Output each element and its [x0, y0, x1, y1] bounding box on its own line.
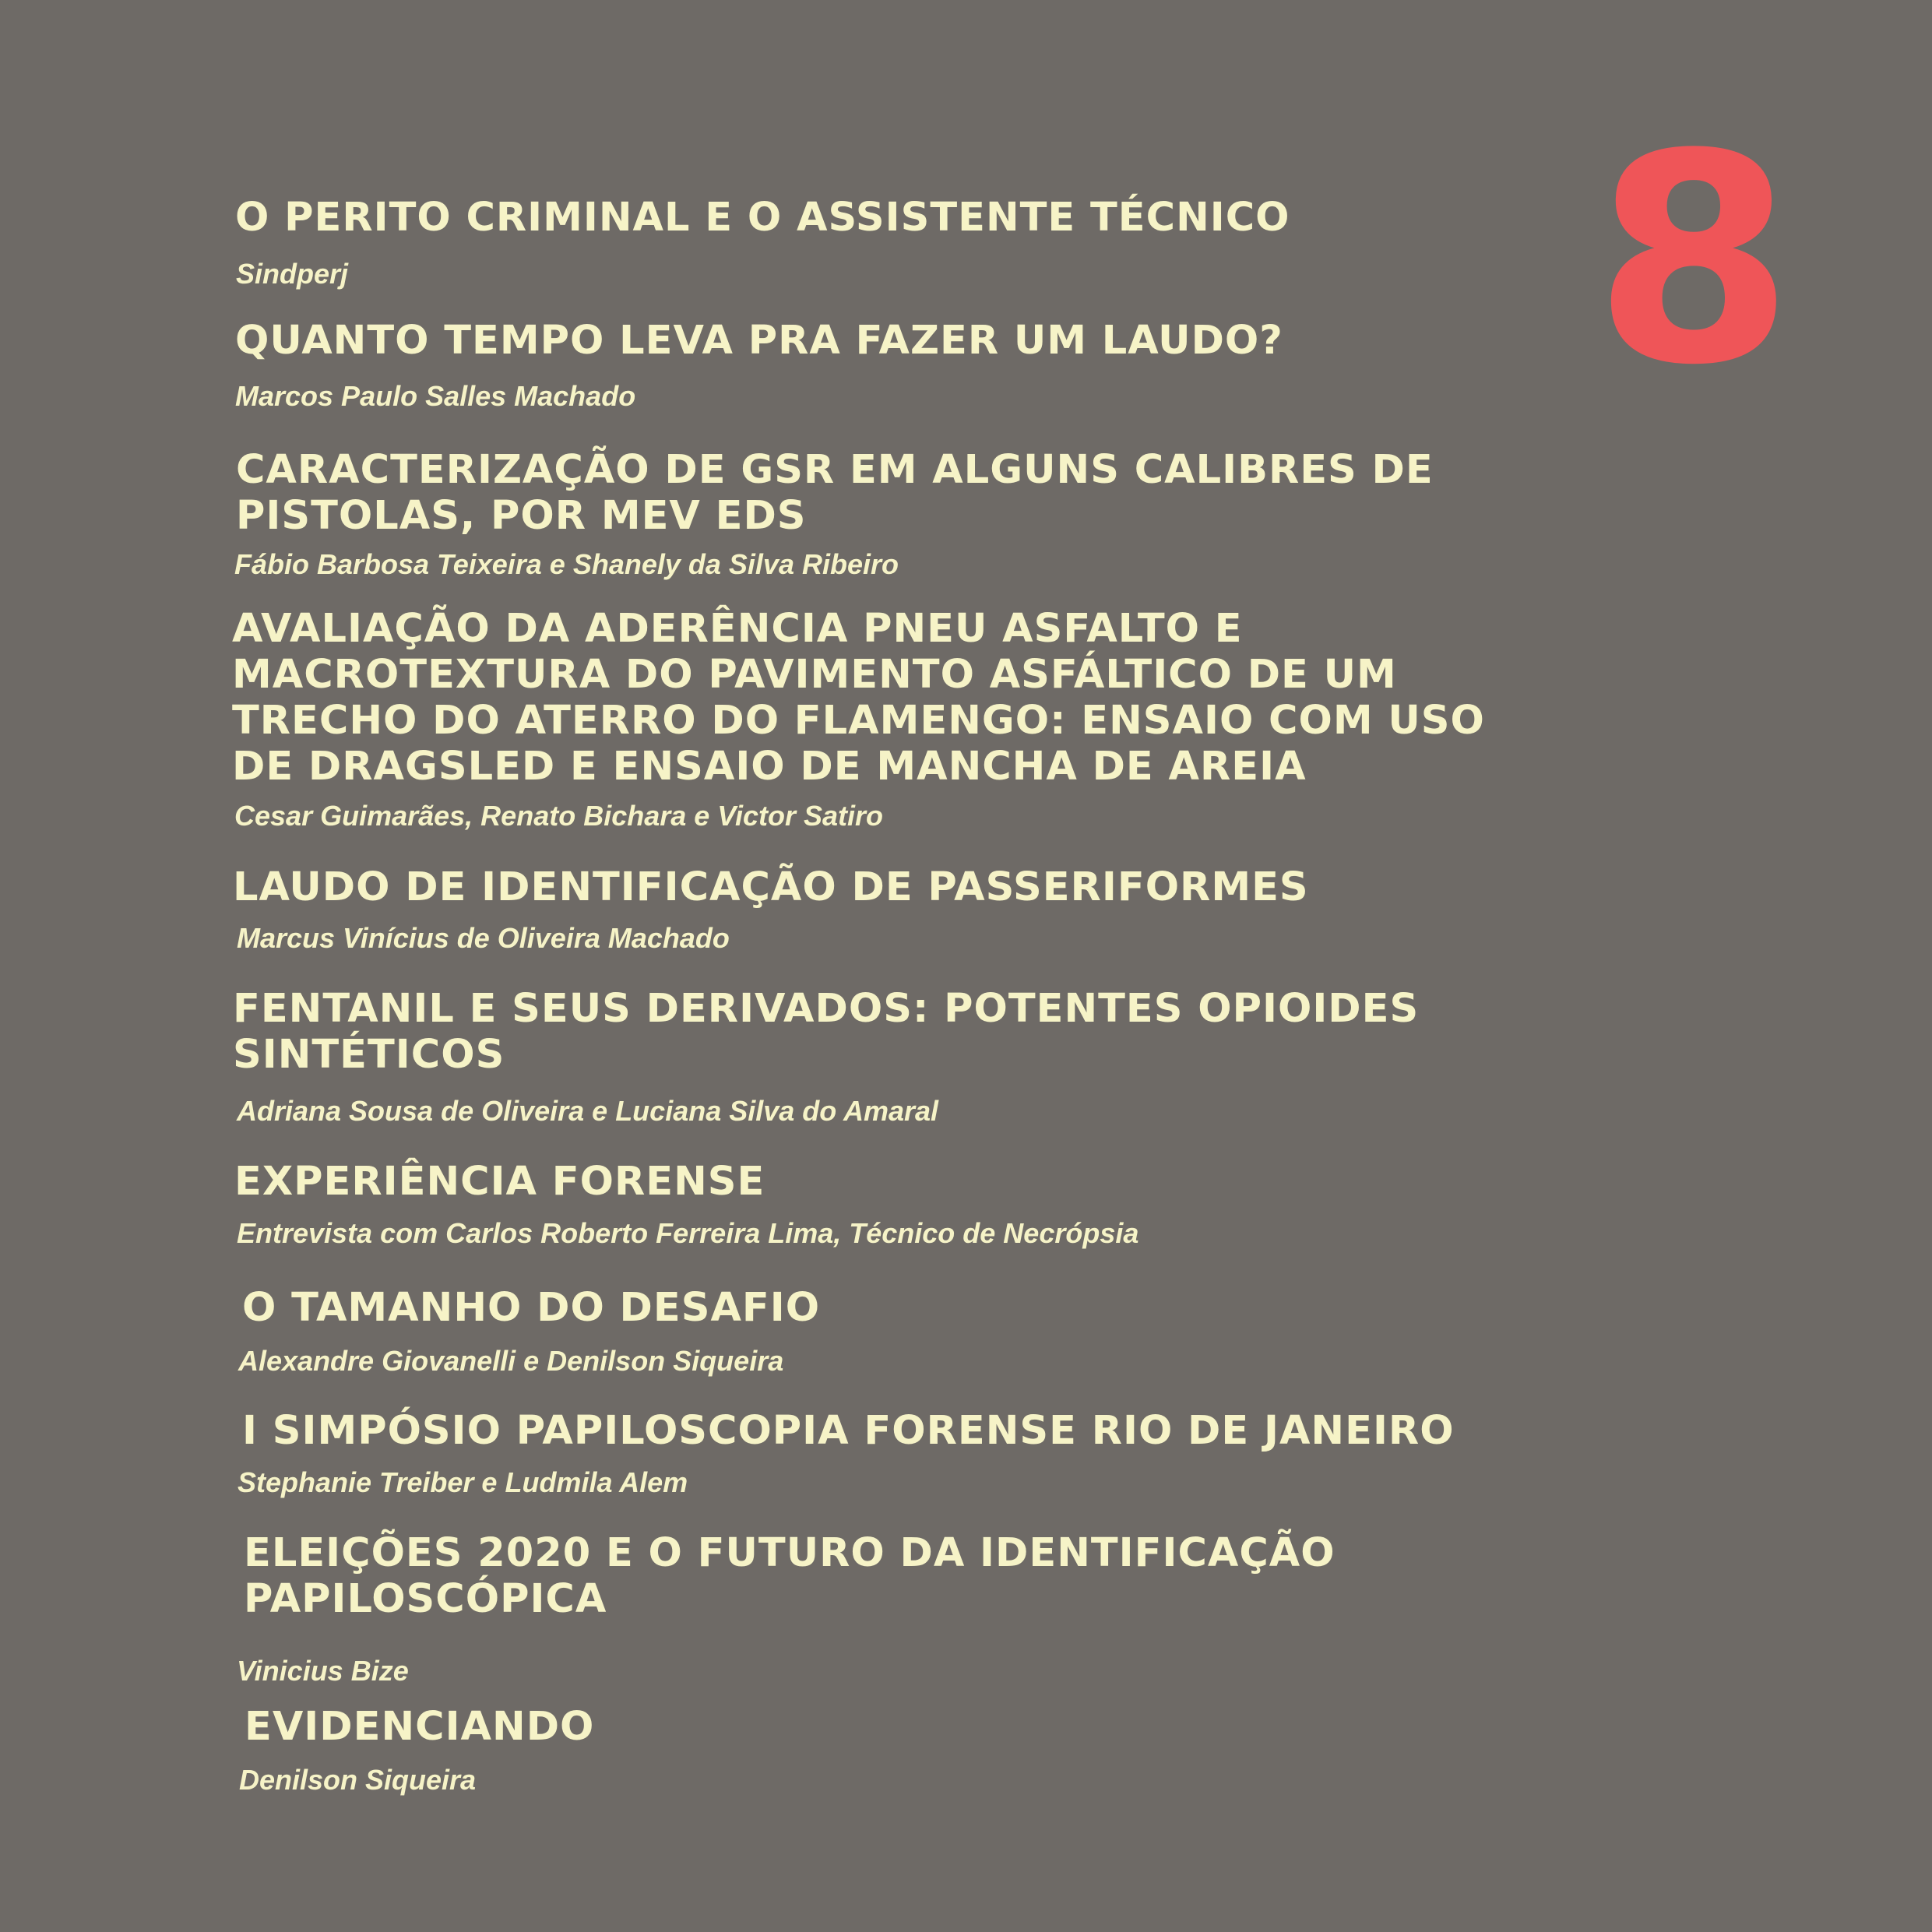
- article-title-line: PISTOLAS, POR MEV EDS: [236, 493, 807, 539]
- article-author: Denilson Siqueira: [239, 1764, 477, 1796]
- article-title-line: AVALIAÇÃO DA ADERÊNCIA PNEU ASFALTO E: [232, 606, 1243, 652]
- article-title-line: O TAMANHO DO DESAFIO: [242, 1285, 821, 1331]
- article-author: Marcus Vinícius de Oliveira Machado: [237, 922, 730, 954]
- article-author: Sindperj: [236, 258, 349, 290]
- page-number: 8: [1593, 93, 1786, 428]
- article-title-line: EVIDENCIANDO: [245, 1704, 595, 1750]
- article-author: Alexandre Giovanelli e Denilson Siqueira: [238, 1345, 784, 1377]
- article-title[interactable]: [236, 447, 1434, 539]
- article-title[interactable]: [242, 1408, 1455, 1454]
- article-title-line: CARACTERIZAÇÃO DE GSR EM ALGUNS CALIBRES DE: [236, 447, 1434, 493]
- article-title[interactable]: [245, 1704, 594, 1750]
- article-title-line: MACROTEXTURA DO PAVIMENTO ASFÁLTICO DE UM: [232, 652, 1397, 698]
- article-title-line: ELEIÇÕES 2020 E O FUTURO DA IDENTIFICAÇÃO: [244, 1530, 1336, 1576]
- article-title-line: I SIMPÓSIO PAPILOSCOPIA FORENSE RIO DE JANEIRO: [242, 1408, 1455, 1454]
- article-title[interactable]: [232, 606, 1485, 790]
- article-title[interactable]: [234, 1159, 765, 1205]
- article-title-line: TRECHO DO ATERRO DO FLAMENGO: ENSAIO COM USO: [232, 698, 1485, 744]
- article-author: Entrevista com Carlos Roberto Ferreira Lima, Técnico de Necrópsia: [237, 1217, 1139, 1249]
- article-author: Cesar Guimarães, Renato Bichara e Victor Satiro: [234, 800, 883, 832]
- article-title-line: FENTANIL E SEUS DERIVADOS: POTENTES OPIOIDES: [233, 986, 1420, 1032]
- article-author: Adriana Sousa de Oliveira e Luciana Silva do Amaral: [237, 1095, 939, 1127]
- article-author: Fábio Barbosa Teixeira e Shanely da Silva Ribeiro: [234, 548, 899, 580]
- article-title-line: DE DRAGSLED E ENSAIO DE MANCHA DE AREIA: [232, 744, 1307, 790]
- article-title[interactable]: [235, 195, 1290, 241]
- article-title[interactable]: [242, 1285, 820, 1331]
- article-title-line: EXPERIÊNCIA FORENSE: [234, 1159, 765, 1205]
- article-author: Stephanie Treiber e Ludmila Alem: [238, 1466, 688, 1498]
- article-title-line: O PERITO CRIMINAL E O ASSISTENTE TÉCNICO: [235, 195, 1290, 241]
- article-title[interactable]: [244, 1530, 1336, 1622]
- article-title[interactable]: [233, 864, 1309, 910]
- article-title-line: PAPILOSCÓPICA: [244, 1576, 607, 1622]
- article-title-line: LAUDO DE IDENTIFICAÇÃO DE PASSERIFORMES: [233, 864, 1309, 910]
- article-title[interactable]: [235, 318, 1283, 364]
- article-title-line: SINTÉTICOS: [233, 1032, 505, 1078]
- article-author: Marcos Paulo Salles Machado: [235, 380, 636, 412]
- article-title-line: QUANTO TEMPO LEVA PRA FAZER UM LAUDO?: [235, 318, 1283, 364]
- article-author: Vinicius Bize: [237, 1655, 409, 1687]
- article-title[interactable]: [233, 986, 1419, 1078]
